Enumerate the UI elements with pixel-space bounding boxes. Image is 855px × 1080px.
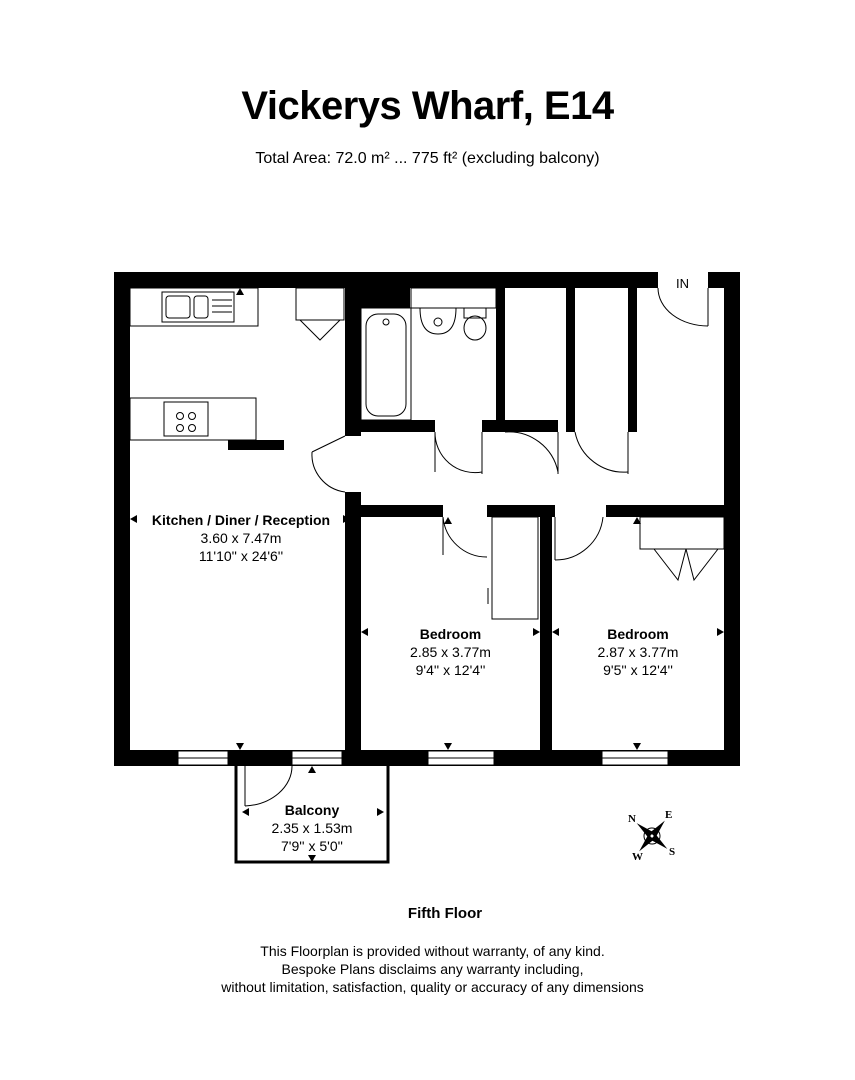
interior-doors xyxy=(312,432,724,619)
kitchen-fixtures xyxy=(130,288,344,440)
balcony-label xyxy=(236,801,388,855)
room-metric-size: 3.60 x 7.47m xyxy=(200,530,282,546)
balcony-door xyxy=(245,766,292,806)
kitchen-label xyxy=(130,511,352,565)
room-metric-size: 2.35 x 1.53m xyxy=(271,820,353,836)
entrance-door xyxy=(658,288,708,326)
disclaimer-line-2: Bespoke Plans disclaims any warranty including, xyxy=(281,961,584,977)
room-metric-size: 2.87 x 3.77m xyxy=(597,644,679,660)
disclaimer-line-1: This Floorplan is provided without warranty, of any kind. xyxy=(260,943,605,959)
disclaimer-line-3: without limitation, satisfaction, quality or accuracy of any dimensions xyxy=(221,979,644,995)
room-name: Bedroom xyxy=(419,626,482,642)
room-name: Balcony xyxy=(284,802,340,818)
room-imperial-size: 11'10'' x 24'6'' xyxy=(198,548,284,564)
floor-name: Fifth Floor xyxy=(407,905,483,922)
compass-north: N xyxy=(628,813,636,825)
room-name: Bedroom xyxy=(607,626,669,642)
compass-west: W xyxy=(632,851,643,863)
total-area-subtitle: Total Area: 72.0 m² ... 775 ft² (excluding balcony) xyxy=(255,150,600,167)
disclaimer xyxy=(0,942,855,996)
compass-east: E xyxy=(665,809,673,821)
page-title: Vickerys Wharf, E14 xyxy=(241,84,614,128)
room-name: Kitchen / Diner / Reception xyxy=(151,512,331,528)
room-imperial-size: 7'9'' x 5'0'' xyxy=(281,838,343,854)
room-imperial-size: 9'5'' x 12'4'' xyxy=(603,662,673,678)
room-metric-size: 2.85 x 3.77m xyxy=(410,644,491,660)
bedroom-1-label xyxy=(361,625,540,679)
room-imperial-size: 9'4'' x 12'4'' xyxy=(415,662,486,678)
entrance-label: IN xyxy=(676,276,689,291)
bathroom-fixtures xyxy=(361,288,496,420)
compass-south: S xyxy=(669,846,676,858)
bedroom-2-label xyxy=(552,625,724,679)
